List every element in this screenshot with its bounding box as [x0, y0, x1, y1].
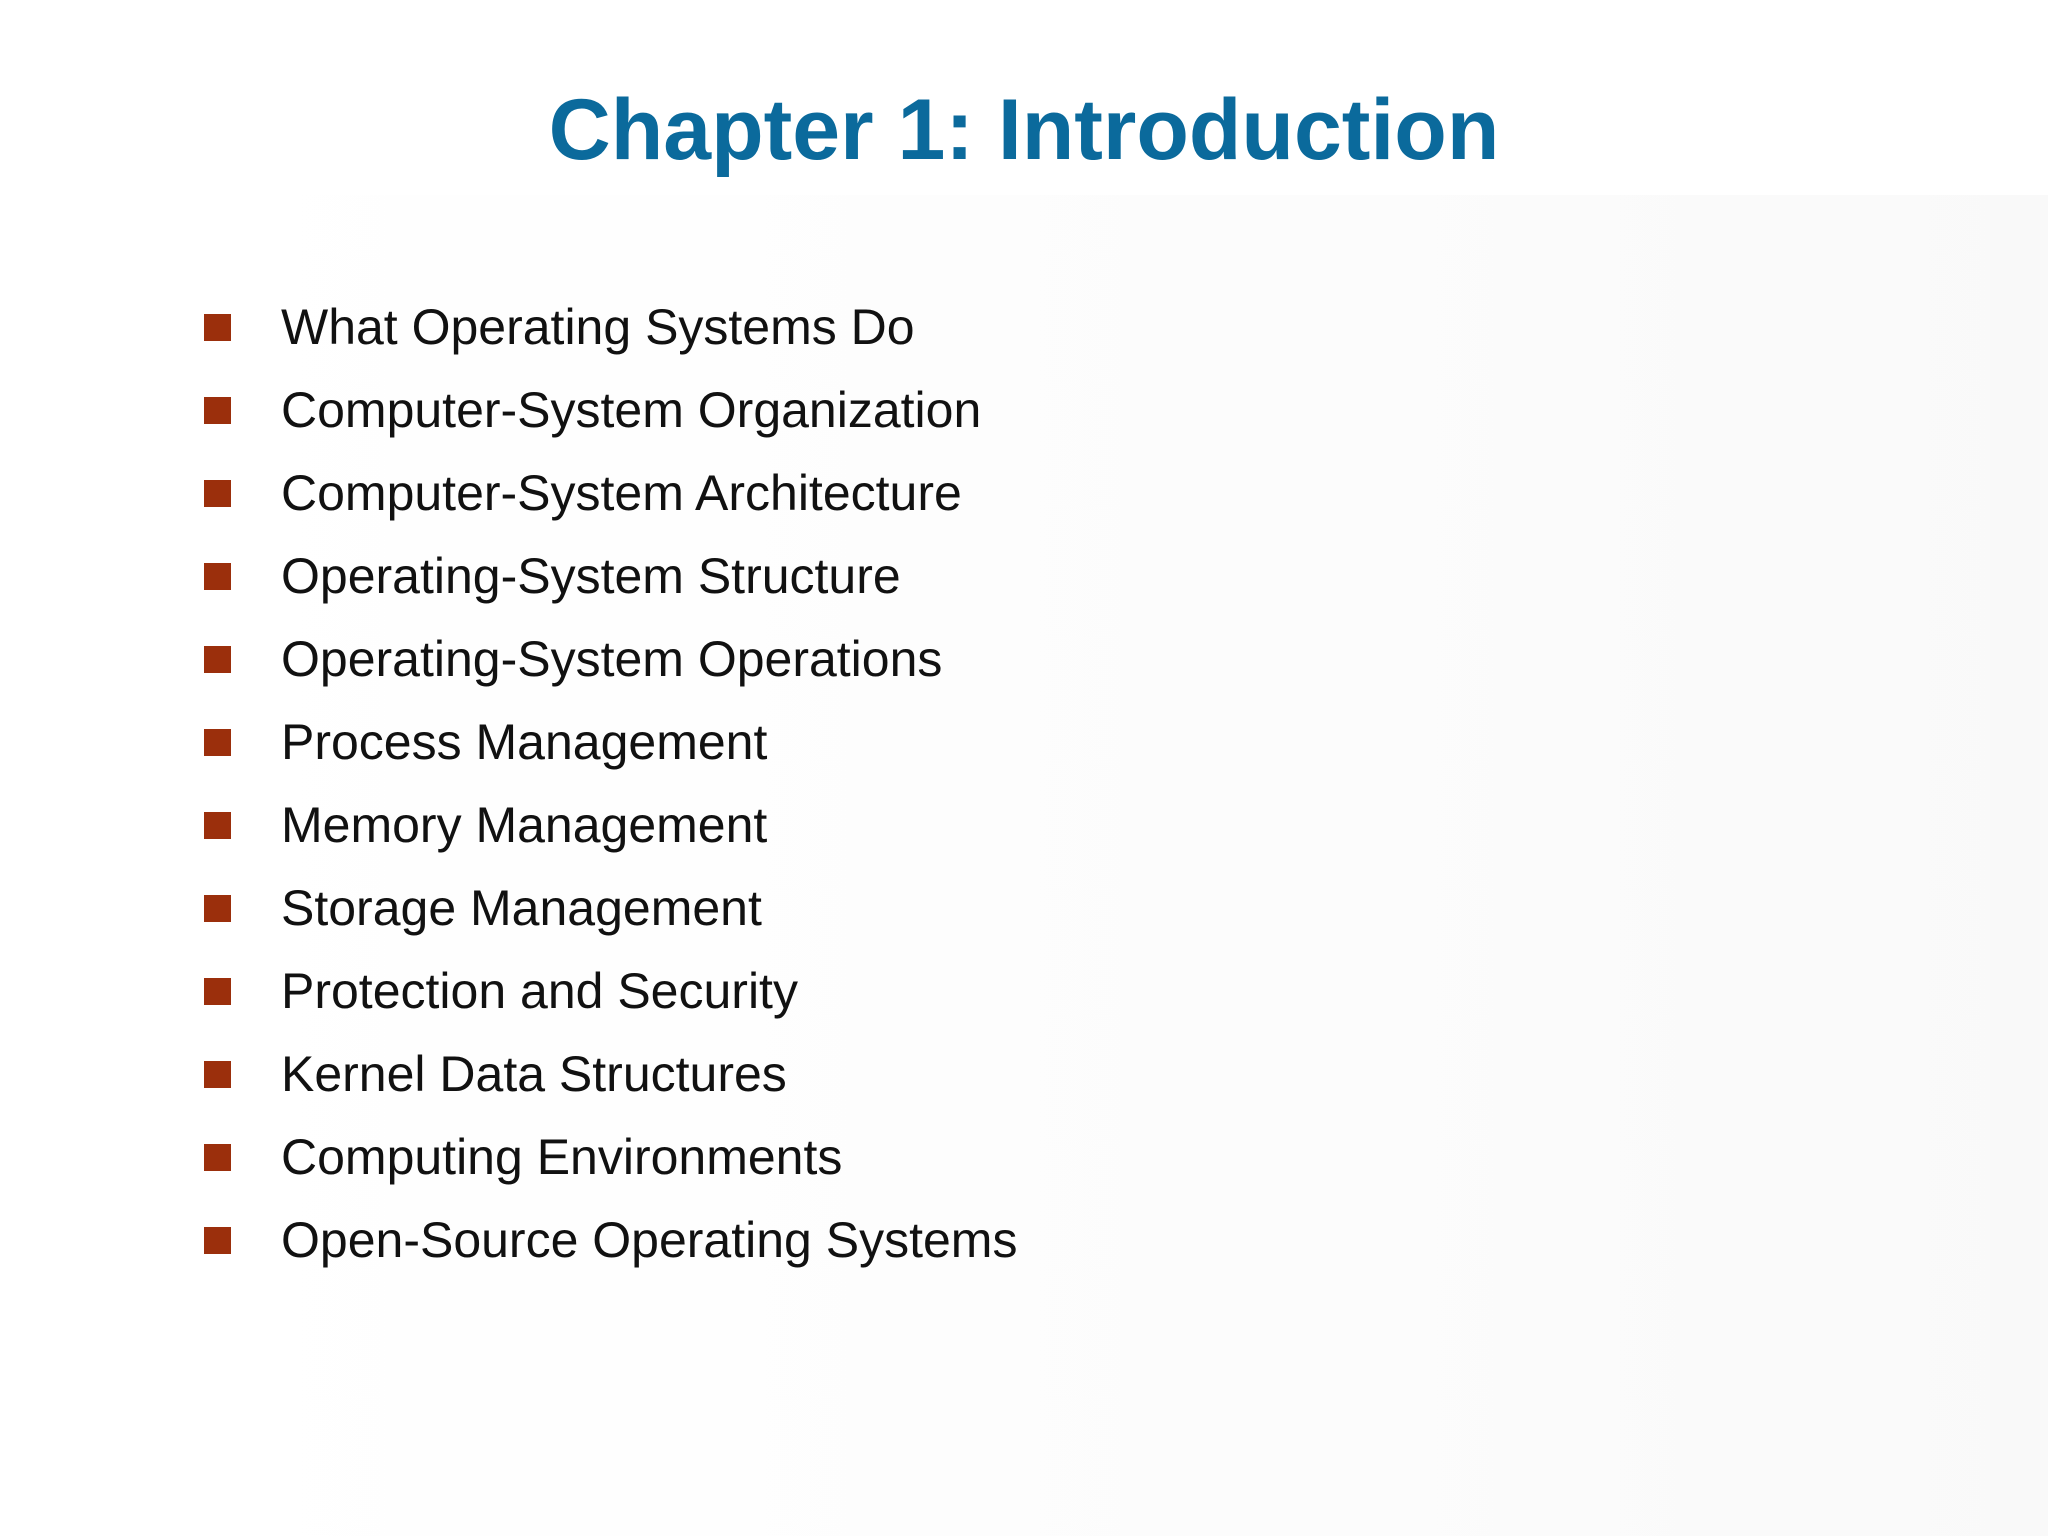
- topic-list-item: [204, 618, 1017, 701]
- topic-label: Process Management: [281, 714, 768, 770]
- topic-list-item: [204, 286, 1017, 369]
- topic-list-item: [204, 784, 1017, 867]
- square-bullet-icon: [204, 978, 231, 1005]
- topic-label: Open-Source Operating Systems: [281, 1212, 1018, 1268]
- topic-label: Memory Management: [281, 797, 768, 853]
- topic-label: What Operating Systems Do: [281, 299, 915, 355]
- square-bullet-icon: [204, 646, 231, 673]
- topic-list-item: [204, 1199, 1017, 1282]
- topic-label: Protection and Security: [281, 963, 798, 1019]
- topic-label: Storage Management: [281, 880, 762, 936]
- topic-list-item: [204, 867, 1017, 950]
- square-bullet-icon: [204, 895, 231, 922]
- topic-label: Computer-System Organization: [281, 382, 982, 438]
- square-bullet-icon: [204, 1061, 231, 1088]
- slide-title: Chapter 1: Introduction: [548, 82, 1500, 178]
- topic-list-item: [204, 1033, 1017, 1116]
- topic-list-item: [204, 535, 1017, 618]
- topic-list-item: [204, 1116, 1017, 1199]
- topic-list-item: [204, 950, 1017, 1033]
- square-bullet-icon: [204, 563, 231, 590]
- topic-list-item: [204, 452, 1017, 535]
- topic-label: Operating-System Operations: [281, 631, 943, 687]
- topic-list: [204, 286, 1017, 1282]
- square-bullet-icon: [204, 314, 231, 341]
- topic-label: Operating-System Structure: [281, 548, 901, 604]
- square-bullet-icon: [204, 1144, 231, 1171]
- square-bullet-icon: [204, 729, 231, 756]
- topic-label: Computer-System Architecture: [281, 465, 962, 521]
- topic-label: Kernel Data Structures: [281, 1046, 787, 1102]
- topic-list-item: [204, 369, 1017, 452]
- topic-label: Computing Environments: [281, 1129, 843, 1185]
- topic-list-item: [204, 701, 1017, 784]
- square-bullet-icon: [204, 397, 231, 424]
- square-bullet-icon: [204, 1227, 231, 1254]
- square-bullet-icon: [204, 480, 231, 507]
- square-bullet-icon: [204, 812, 231, 839]
